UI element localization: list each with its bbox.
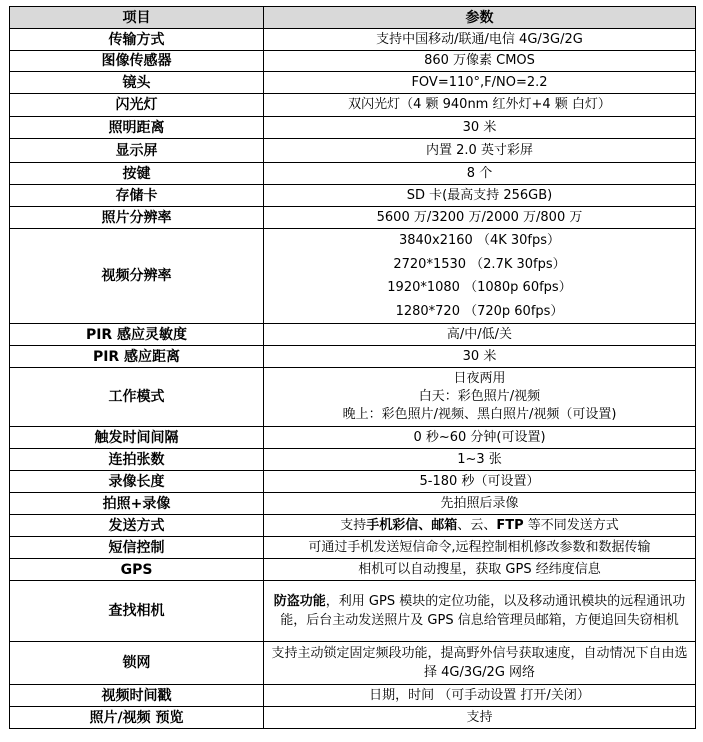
send-sep: 、 — [483, 517, 497, 533]
table-row — [10, 642, 696, 685]
row-label: 显示屏 — [10, 139, 264, 163]
table-row — [10, 559, 696, 581]
table-row — [10, 707, 696, 729]
table-row — [10, 117, 696, 139]
row-value: 日期，时间 （可手动设置 打开/关闭） — [264, 685, 696, 707]
row-value: 5600 万/3200 万/2000 万/800 万 — [264, 207, 696, 229]
work-mode-line: 晚上：彩色照片/视频、黑白照片/视频（可设置) — [342, 407, 617, 422]
table-row — [10, 185, 696, 207]
row-value — [264, 581, 696, 642]
row-value: FOV=110°,F/NO=2.2 — [264, 72, 696, 94]
table-header-row — [10, 7, 696, 29]
send-sep: 、 — [418, 517, 432, 533]
send-mms: 手机彩信 — [366, 517, 419, 533]
table-row — [10, 72, 696, 94]
table-row — [10, 346, 696, 368]
table-row — [10, 427, 696, 449]
send-text: 等不同发送方式 — [523, 517, 619, 533]
row-value: 高/中/低/关 — [264, 324, 696, 346]
row-label: 照片分辨率 — [10, 207, 264, 229]
row-value — [264, 515, 696, 537]
table-row — [10, 515, 696, 537]
table-row — [10, 163, 696, 185]
row-label: PIR 感应距离 — [10, 346, 264, 368]
row-label: 锁网 — [10, 642, 264, 685]
row-label: 照明距离 — [10, 117, 264, 139]
row-value: 支持主动锁定固定频段功能，提高野外信号获取速度，自动情况下自由选择 4G/3G/2G 网络 — [264, 642, 696, 685]
video-resolution-line: 1280*720 （720p 60fps） — [395, 303, 564, 319]
table-row — [10, 368, 696, 427]
row-value: 支持 — [264, 707, 696, 729]
work-mode-line: 日夜两用 — [453, 371, 506, 386]
row-label: 触发时间间隔 — [10, 427, 264, 449]
row-label: PIR 感应灵敏度 — [10, 324, 264, 346]
row-value: 30 米 — [264, 117, 696, 139]
row-value: 860 万像素 CMOS — [264, 51, 696, 72]
video-resolution-line: 3840x2160 （4K 30fps） — [398, 233, 561, 248]
table-row — [10, 449, 696, 471]
row-label: 录像长度 — [10, 471, 264, 493]
row-value: 支持中国移动/联通/电信 4G/3G/2G — [264, 29, 696, 51]
row-value: 内置 2.0 英寸彩屏 — [264, 139, 696, 163]
row-label: 短信控制 — [10, 537, 264, 559]
row-label: 发送方式 — [10, 515, 264, 537]
table-row — [10, 29, 696, 51]
video-resolution-line: 1920*1080 （1080p 60fps） — [387, 280, 572, 295]
send-sep: 、 — [457, 517, 471, 533]
spec-table — [9, 6, 696, 729]
row-value: 8 个 — [264, 163, 696, 185]
row-value: 相机可以自动搜星，获取 GPS 经纬度信息 — [264, 559, 696, 581]
table-row — [10, 139, 696, 163]
table-row — [10, 581, 696, 642]
row-label: 按键 — [10, 163, 264, 185]
row-value: 5-180 秒（可设置） — [264, 471, 696, 493]
row-label: 视频时间戳 — [10, 685, 264, 707]
anti-theft-label: 防盗功能 — [273, 594, 326, 609]
header-item: 项目 — [10, 7, 264, 29]
send-text: 支持 — [340, 517, 367, 533]
row-value — [264, 229, 696, 324]
table-row — [10, 229, 696, 324]
row-value: 可通过手机发送短信命令,远程控制相机修改参数和数据传输 — [264, 537, 696, 559]
row-label: GPS — [10, 559, 264, 581]
row-value: 30 米 — [264, 346, 696, 368]
find-camera-text: ，利用 GPS 模块的定位功能，以及移动通讯模块的远程通讯功能，后台主动发送照片及 GPS 信息给管理员邮箱，方便追回失窃相机 — [280, 594, 686, 628]
row-value: 先拍照后录像 — [264, 493, 696, 515]
row-label: 存储卡 — [10, 185, 264, 207]
row-label: 镜头 — [10, 72, 264, 94]
row-label: 查找相机 — [10, 581, 264, 642]
row-label: 连拍张数 — [10, 449, 264, 471]
row-value: 0 秒~60 分钟(可设置) — [264, 427, 696, 449]
row-label: 闪光灯 — [10, 94, 264, 117]
table-row — [10, 537, 696, 559]
video-resolution-line: 2720*1530 （2.7K 30fps） — [393, 256, 566, 272]
header-param: 参数 — [264, 7, 696, 29]
row-value — [264, 368, 696, 427]
table-row — [10, 471, 696, 493]
send-ftp: FTP — [496, 517, 524, 533]
table-row — [10, 94, 696, 117]
table-row — [10, 51, 696, 72]
table-row — [10, 324, 696, 346]
row-value: 双闪光灯（4 颗 940nm 红外灯+4 颗 白灯） — [264, 94, 696, 117]
row-value: 1~3 张 — [264, 449, 696, 471]
work-mode-line: 白天：彩色照片/视频 — [418, 389, 541, 404]
row-label: 工作模式 — [10, 368, 264, 427]
table-row — [10, 685, 696, 707]
row-value: SD 卡(最高支持 256GB) — [264, 185, 696, 207]
row-label: 视频分辨率 — [10, 229, 264, 324]
row-label: 拍照+录像 — [10, 493, 264, 515]
table-row — [10, 207, 696, 229]
send-email: 邮箱 — [431, 517, 458, 533]
send-cloud: 云 — [470, 517, 484, 533]
table-row — [10, 493, 696, 515]
row-label: 图像传感器 — [10, 51, 264, 72]
row-label: 传输方式 — [10, 29, 264, 51]
row-label: 照片/视频 预览 — [10, 707, 264, 729]
